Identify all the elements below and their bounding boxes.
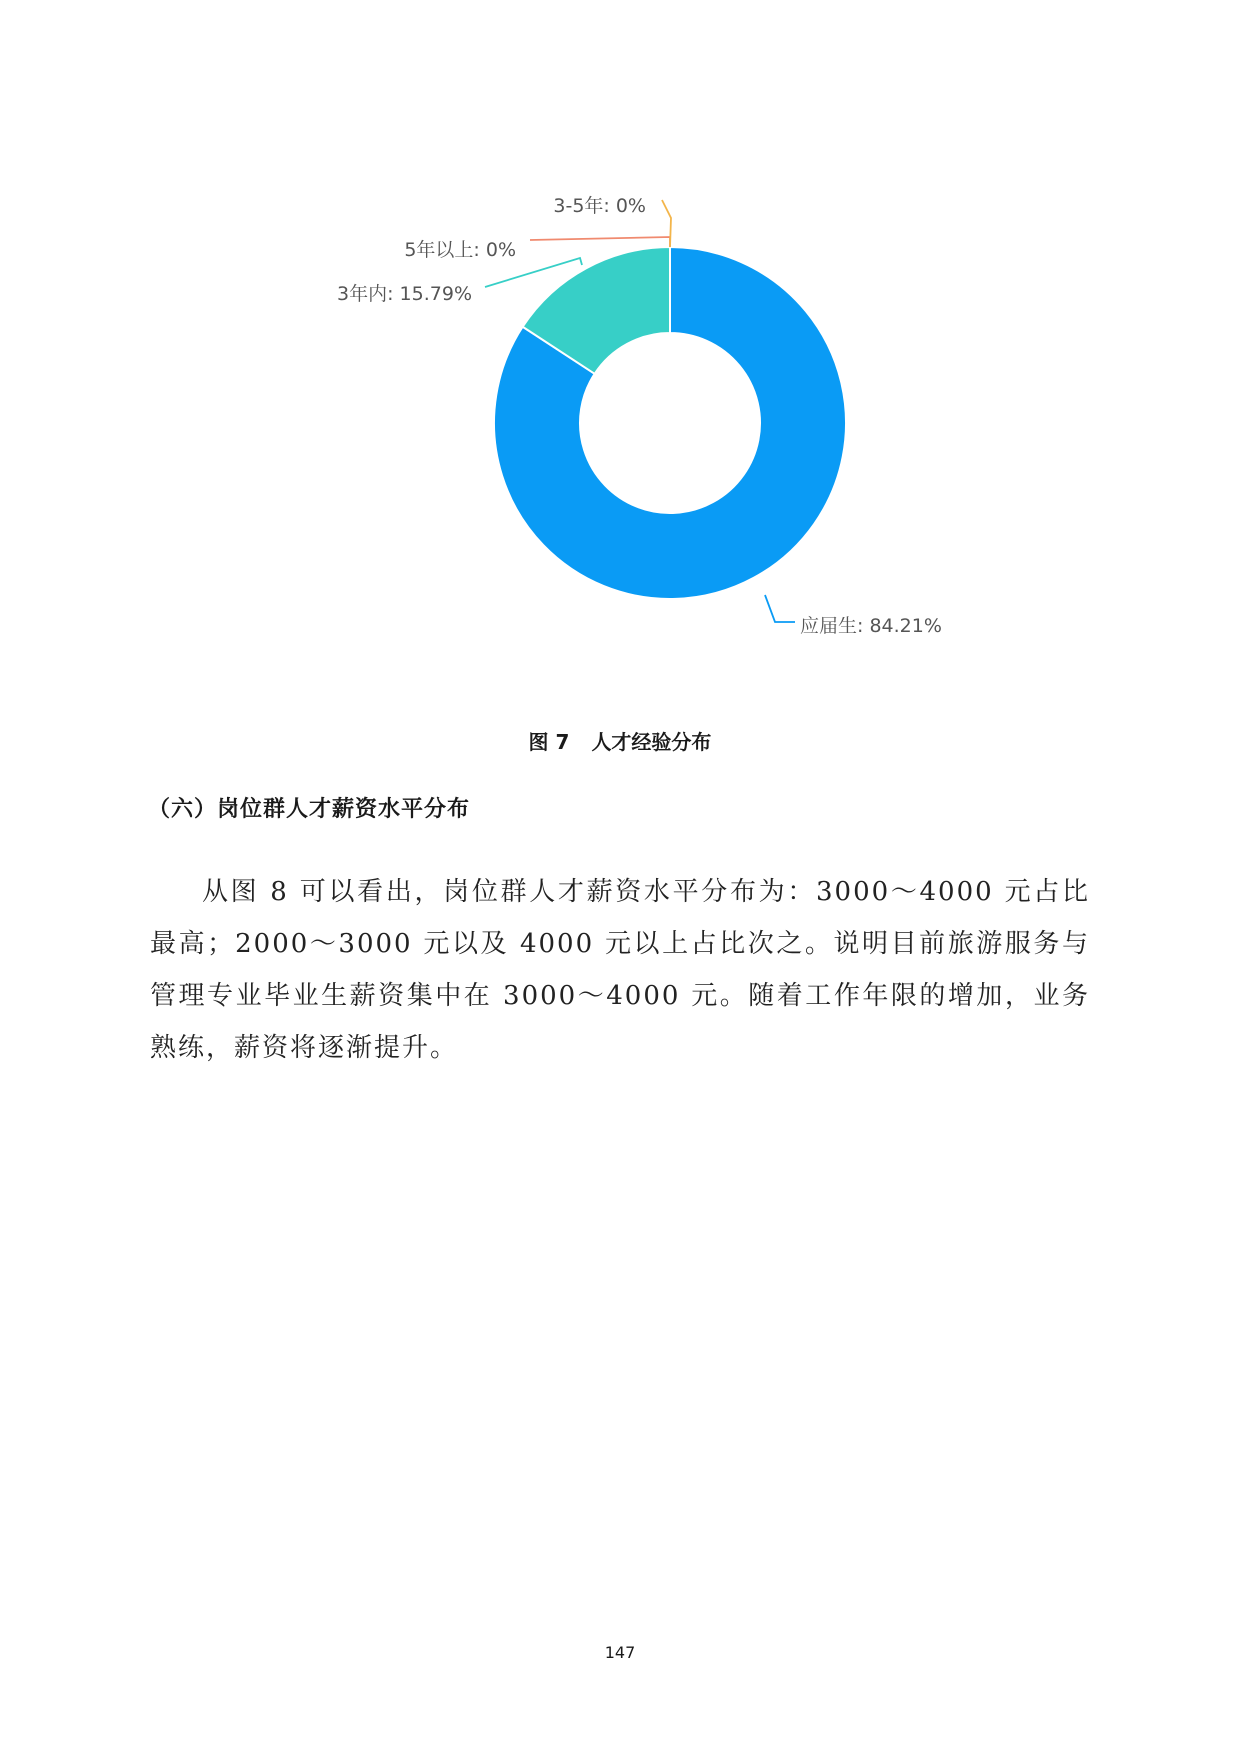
section-heading: （六）岗位群人才薪资水平分布 bbox=[148, 797, 471, 822]
slice-label-3: 3-5年: 0% bbox=[553, 195, 646, 217]
figure-number: 图 7 bbox=[528, 730, 570, 754]
leader-line-3 bbox=[662, 200, 671, 247]
page-number: 147 bbox=[604, 1643, 636, 1662]
slice-label-0: 应届生: 84.21% bbox=[800, 615, 942, 637]
slice-label-2: 5年以上: 0% bbox=[404, 239, 516, 261]
body-paragraph: 从图 8 可以看出，岗位群人才薪资水平分布为：3000～4000 元占比最高；2000～3000 元以及 4000 元以上占比次之。说明目前旅游服务与管理专业毕业生薪资集中在 3000～4000 元。随着工作年限的增加，业务熟练，薪资将逐渐提升。 bbox=[150, 877, 1090, 1063]
experience-donut-chart bbox=[0, 0, 1240, 700]
leader-line-2 bbox=[530, 237, 670, 247]
figure-title: 人才经验分布 bbox=[591, 730, 712, 754]
slice-label-1: 3年内: 15.79% bbox=[337, 283, 472, 305]
figure-caption bbox=[0, 726, 1240, 755]
leader-line-0 bbox=[765, 595, 795, 622]
